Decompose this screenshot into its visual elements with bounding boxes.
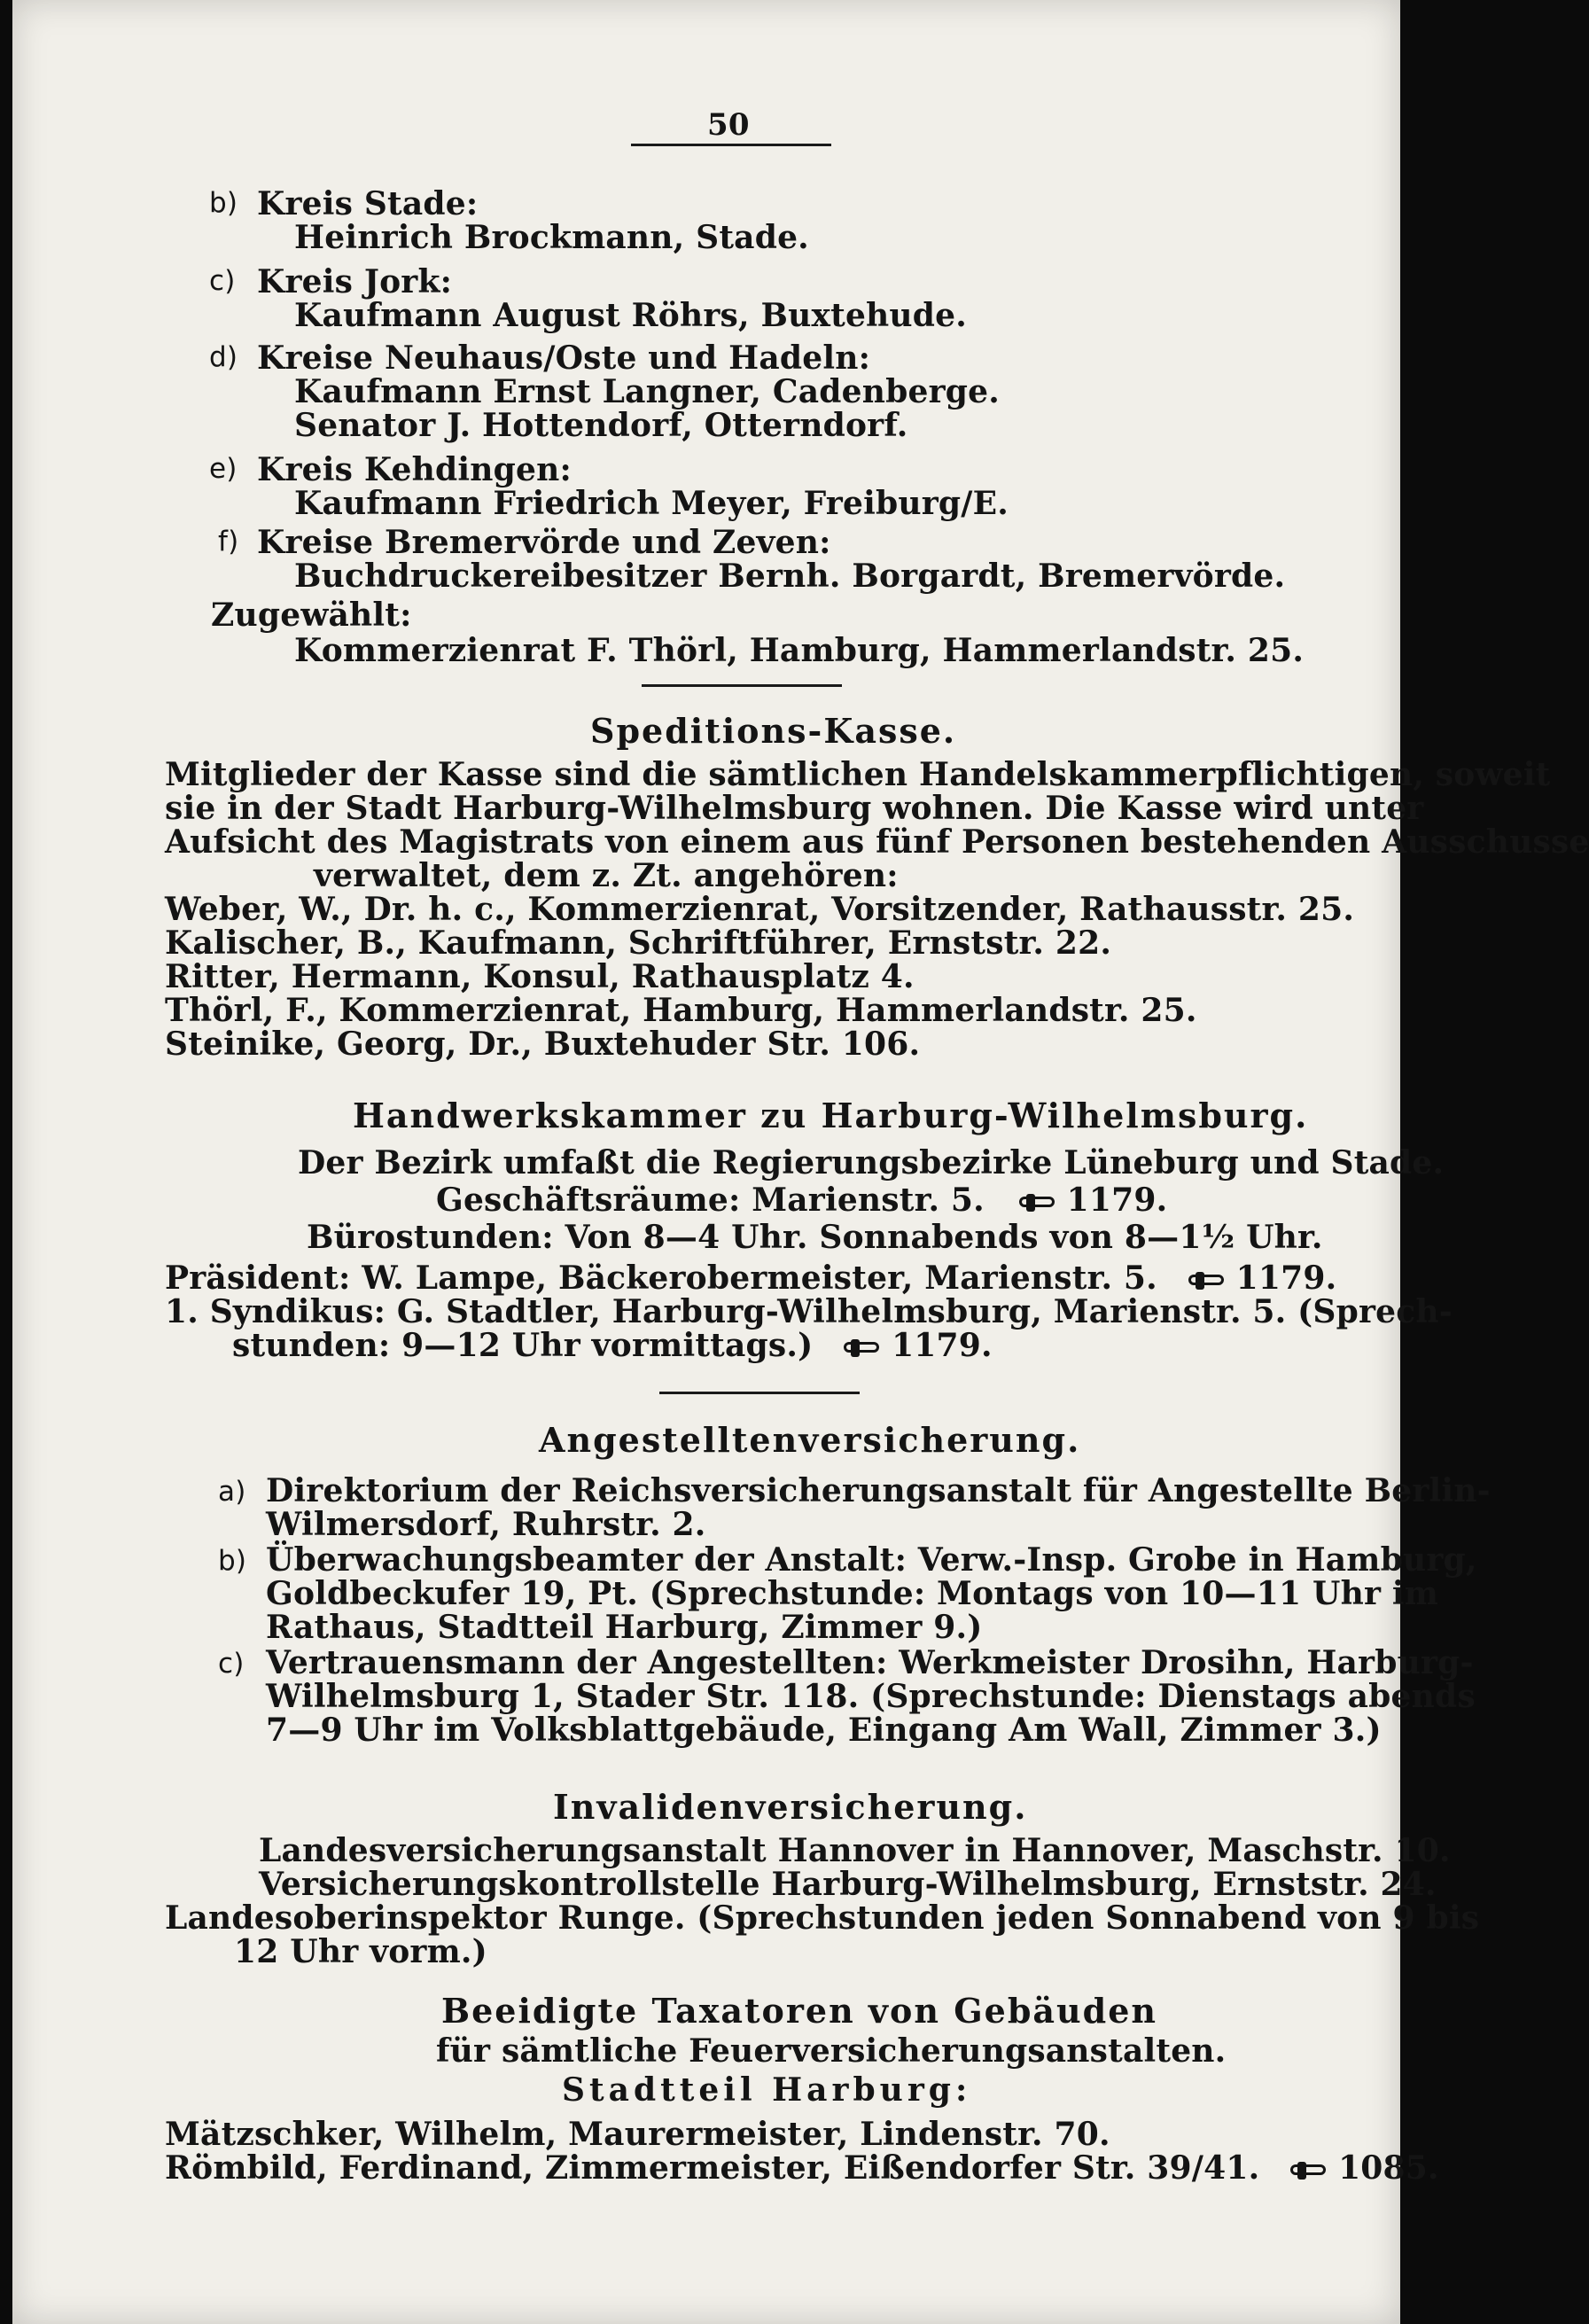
invaliden-line: Versicherungskontrollstelle Harburg-Wilhelmsburg, Ernststr. 24. — [259, 1866, 1437, 1903]
taxator-entry — [165, 2149, 1439, 2187]
speditions-para-line: sie in der Stadt Harburg-Wilhelmsburg wohnen. Die Kasse wird unter — [165, 790, 1424, 827]
handwerk-heading: Handwerkskammer zu Harburg-Wilhelmsburg. — [353, 1096, 1309, 1135]
kreis-b-title: Kreis Stade: — [257, 185, 479, 222]
angestellten-b-line: Goldbeckufer 19, Pt. (Sprechstunde: Montags von 10—11 Uhr im — [266, 1575, 1439, 1612]
zugewaehlt-title: Zugewählt: — [211, 597, 412, 634]
kreis-f-title: Kreise Bremervörde und Zeven: — [257, 524, 831, 561]
telephone-icon — [1290, 2162, 1326, 2180]
handwerk-geschaeft-text: Geschäftsräume: Marienstr. 5. — [436, 1181, 985, 1219]
angestellten-c — [266, 1644, 1474, 1681]
taxator-entry: Mätzschker, Wilhelm, Maurermeister, Lindenstr. 70. — [165, 2116, 1110, 2153]
speditions-para-line: Aufsicht des Magistrats von einem aus fünf Personen bestehenden Ausschusse — [165, 823, 1589, 861]
angestellten-c-label: c) — [218, 1648, 245, 1680]
speditions-member: Thörl, F., Kommerzienrat, Hamburg, Hammerlandstr. 25. — [165, 992, 1197, 1029]
kreis-d-member: Kaufmann Ernst Langner, Cadenberge. — [294, 373, 1000, 410]
handwerk-geschaeft-phone: 1179. — [1066, 1181, 1168, 1219]
handwerk-bezirk: Der Bezirk umfaßt die Regierungsbezirke Lüneburg und Stade. — [298, 1144, 1445, 1181]
handwerk-syndikus-cont — [232, 1327, 993, 1364]
handwerk-praesident-phone: 1179. — [1235, 1259, 1337, 1297]
invaliden-line: 12 Uhr vorm.) — [234, 1933, 487, 1970]
angestellten-b-label: b) — [218, 1545, 247, 1577]
zugewaehlt-member: Kommerzienrat F. Thörl, Hamburg, Hammerlandstr. 25. — [294, 632, 1305, 669]
kreis-c-label: c) — [209, 265, 236, 297]
speditions-member: Steinike, Georg, Dr., Buxtehuder Str. 106. — [165, 1026, 921, 1063]
handwerk-syndikus-phone: 1179. — [892, 1327, 993, 1364]
speditions-paragraph — [165, 823, 1589, 861]
invaliden-line: Landesversicherungsanstalt Hannover in Hannover, Maschstr. 10. — [259, 1832, 1451, 1869]
document-page — [12, 0, 1589, 2324]
speditions-paragraph — [165, 756, 1551, 793]
angestellten-c-line: Wilhelmsburg 1, Stader Str. 118. (Sprechstunde: Dienstags abends — [266, 1678, 1476, 1715]
speditions-member: Kalischer, B., Kaufmann, Schriftführer, Ernststr. 22. — [165, 924, 1112, 962]
invaliden-line: Landesoberinspektor Runge. (Sprechstunden jeden Sonnabend von 9 bis — [165, 1899, 1480, 1937]
taxator-entry-text: Römbild, Ferdinand, Zimmermeister, Eißendorfer Str. 39/41. — [165, 2149, 1260, 2187]
handwerk-praesident — [165, 1259, 1337, 1297]
handwerk-syndikus-text: stunden: 9—12 Uhr vormittags.) — [232, 1327, 814, 1364]
angestellten-a-label: a) — [218, 1476, 246, 1508]
kreis-b-label: b) — [209, 187, 238, 219]
taxatoren-heading: Beeidigte Taxatoren von Gebäuden — [441, 1991, 1158, 2031]
speditions-member: Ritter, Hermann, Konsul, Rathausplatz 4. — [165, 958, 915, 995]
taxator-entry-phone: 1085. — [1338, 2149, 1439, 2187]
kreis-e-member: Kaufmann Friedrich Meyer, Freiburg/E. — [294, 485, 1009, 522]
angestellten-heading: Angestelltenversicherung. — [539, 1420, 1081, 1460]
telephone-icon — [1019, 1194, 1055, 1212]
telephone-icon — [1188, 1272, 1224, 1290]
speditions-member: Weber, W., Dr. h. c., Kommerzienrat, Vorsitzender, Rathausstr. 25. — [165, 891, 1355, 928]
kreis-d-title: Kreise Neuhaus/Oste und Hadeln: — [257, 339, 871, 377]
speditions-para-line: Mitglieder der Kasse sind die sämtlichen Handelskammerpflichtigen, soweit — [165, 756, 1551, 793]
angestellten-a — [266, 1472, 1491, 1509]
angestellten-c-line: 7—9 Uhr im Volksblattgebäude, Eingang Am Wall, Zimmer 3.) — [266, 1712, 1382, 1749]
page-number-rule — [631, 144, 831, 146]
taxatoren-stadtteil: Stadtteil Harburg: — [562, 2071, 972, 2109]
kreis-c-member: Kaufmann August Röhrs, Buxtehude. — [294, 297, 968, 334]
kreis-e-label: e) — [209, 453, 238, 485]
kreis-e-title: Kreis Kehdingen: — [257, 451, 572, 488]
angestellten-b-line: Überwachungsbeamter der Anstalt: Verw.-Insp. Grobe in Hamburg, — [266, 1541, 1477, 1579]
handwerk-praesident-text: Präsident: W. Lampe, Bäckerobermeister, Marienstr. 5. — [165, 1259, 1157, 1297]
kreis-d-member: Senator J. Hottendorf, Otterndorf. — [294, 407, 908, 444]
angestellten-c — [266, 1678, 1476, 1715]
section-divider — [642, 684, 842, 687]
invaliden-heading: Invalidenversicherung. — [553, 1787, 1028, 1827]
angestellten-b — [266, 1575, 1439, 1612]
handwerk-syndikus: 1. Syndikus: G. Stadtler, Harburg-Wilhelmsburg, Marienstr. 5. (Sprech- — [165, 1293, 1453, 1330]
speditions-heading: Speditions-Kasse. — [590, 711, 957, 751]
kreis-b-member: Heinrich Brockmann, Stade. — [294, 219, 809, 256]
invaliden-para — [165, 1899, 1480, 1937]
kreis-f-label: f) — [218, 526, 239, 558]
page-number: 50 — [707, 107, 750, 143]
angestellten-a-line: Direktorium der Reichsversicherungsanstalt für Angestellte Berlin- — [266, 1472, 1491, 1509]
section-divider — [659, 1392, 860, 1394]
speditions-paragraph — [165, 790, 1424, 827]
kreis-f-member: Buchdruckereibesitzer Bernh. Borgardt, Bremervörde. — [294, 558, 1286, 595]
handwerk-buero: Bürostunden: Von 8—4 Uhr. Sonnabends von 8—1½ Uhr. — [307, 1219, 1323, 1256]
angestellten-c-line: Vertrauensmann der Angestellten: Werkmeister Drosihn, Harburg- — [266, 1644, 1474, 1681]
angestellten-a-line: Wilmersdorf, Ruhrstr. 2. — [266, 1506, 706, 1543]
angestellten-b — [266, 1541, 1477, 1579]
handwerk-geschaeft — [436, 1181, 1168, 1219]
kreis-c-title: Kreis Jork: — [257, 263, 453, 300]
speditions-para-line: verwaltet, dem z. Zt. angehören: — [314, 857, 899, 894]
kreis-d-label: d) — [209, 341, 238, 373]
telephone-icon — [844, 1339, 879, 1357]
angestellten-b-line: Rathaus, Stadtteil Harburg, Zimmer 9.) — [266, 1609, 983, 1646]
taxatoren-subheading: für sämtliche Feuerversicherungsanstalten. — [436, 2032, 1227, 2070]
